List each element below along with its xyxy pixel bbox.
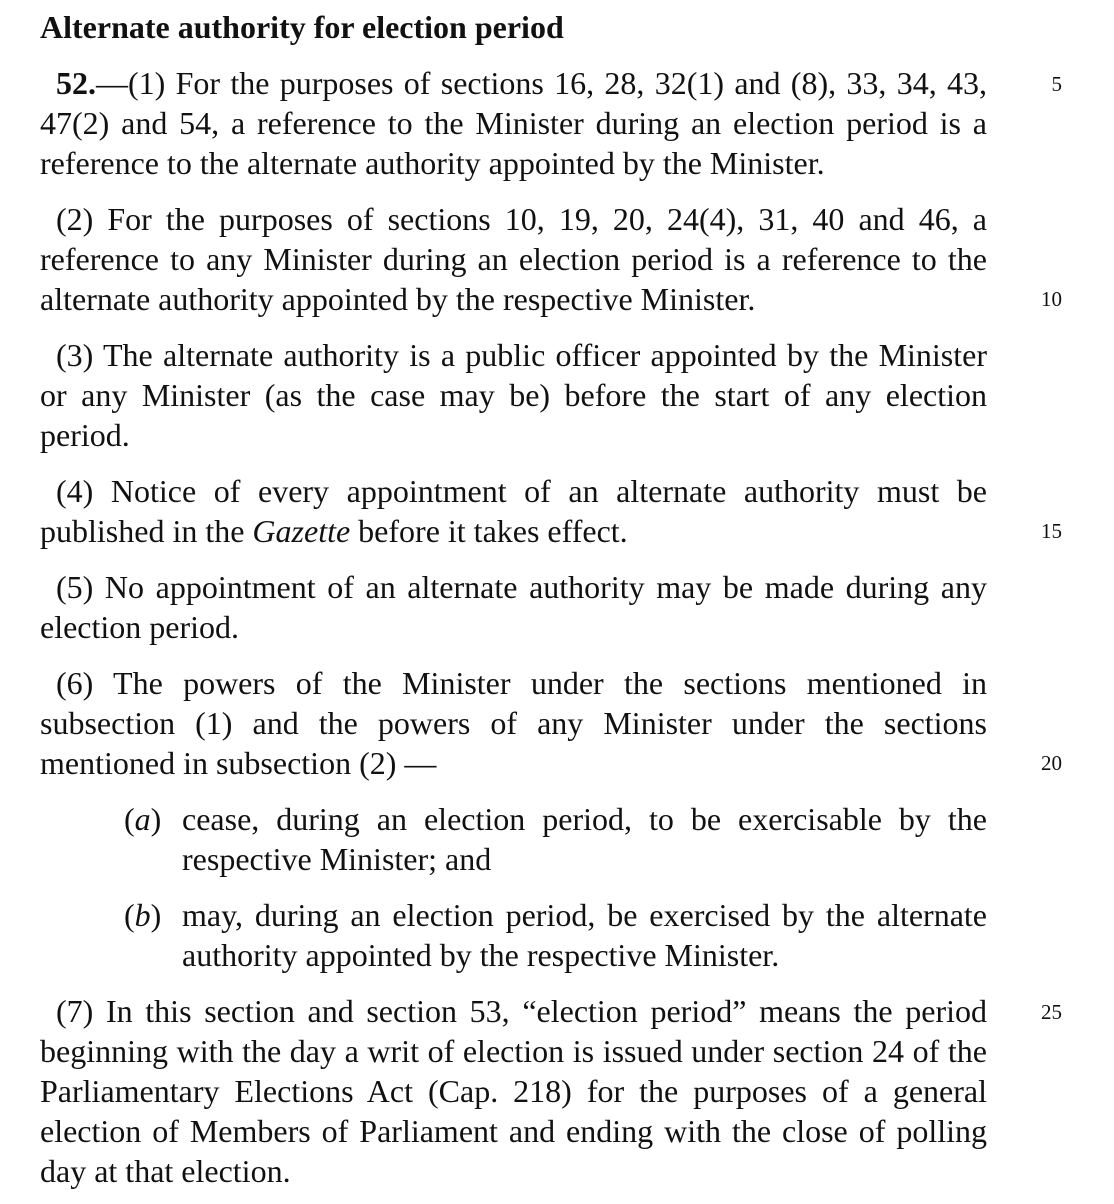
- paragraph-b: [124, 895, 987, 975]
- subsection-4: [40, 471, 987, 551]
- subsection-1: [40, 63, 987, 183]
- line-number-15: 15: [1041, 519, 1062, 543]
- section-body: [40, 63, 987, 1191]
- paragraph-a-text: cease, during an election period, to be exercisable by the respective Minister; and: [182, 801, 987, 877]
- section-number: 52.: [56, 65, 96, 101]
- section-heading: Alternate authority for election period: [40, 9, 564, 45]
- gazette-title: Gazette: [252, 513, 351, 549]
- subsection-7: (7) In this section and section 53, “election period” means the period beginning with the day a writ of election is issued under section 24 of the Parliamentary Elections Act (Cap. 218) for the purposes of a general election of Members of Parliament and ending with the close of polling day at that election.: [40, 993, 987, 1189]
- line-number-25: 25: [1041, 1000, 1062, 1024]
- line-number-20: 20: [1041, 751, 1062, 775]
- subsection-3: (3) The alternate authority is a public officer appointed by the Minister or any Minister (as the case may be) before the start of any election period.: [40, 337, 987, 453]
- subsection-4-text-start: (4) Notice of every appointment of an alternate authority must be published in the: [40, 473, 987, 549]
- paragraph-a: [124, 799, 987, 879]
- line-number-10: 10: [1041, 287, 1062, 311]
- subsection-6: (6) The powers of the Minister under the sections mentioned in subsection (1) and the powers of any Minister under the sections mentioned in subsection (2) —: [40, 665, 987, 781]
- subsection-2: (2) For the purposes of sections 10, 19, 20, 24(4), 31, 40 and 46, a reference to any Minister during an election period is a reference to the alternate authority appointed by the respective Minister.: [40, 201, 987, 317]
- paragraph-b-text: may, during an election period, be exercised by the alternate authority appointed by the respective Minister.: [182, 897, 987, 973]
- subsection-5: (5) No appointment of an alternate authority may be made during any election period.: [40, 569, 987, 645]
- paragraph-a-label: (a): [124, 801, 162, 837]
- subsection-4-text-end: before it takes effect.: [350, 513, 628, 549]
- line-number-5: 5: [1051, 72, 1062, 96]
- section-dash: —: [96, 65, 128, 101]
- paragraph-b-label: (b): [124, 897, 162, 933]
- subsection-1-text: (1) For the purposes of sections 16, 28, 32(1) and (8), 33, 34, 43, 47(2) and 54, a reference to the Minister during an election period is a reference to the alternate authority appointed by the Minister.: [40, 65, 987, 181]
